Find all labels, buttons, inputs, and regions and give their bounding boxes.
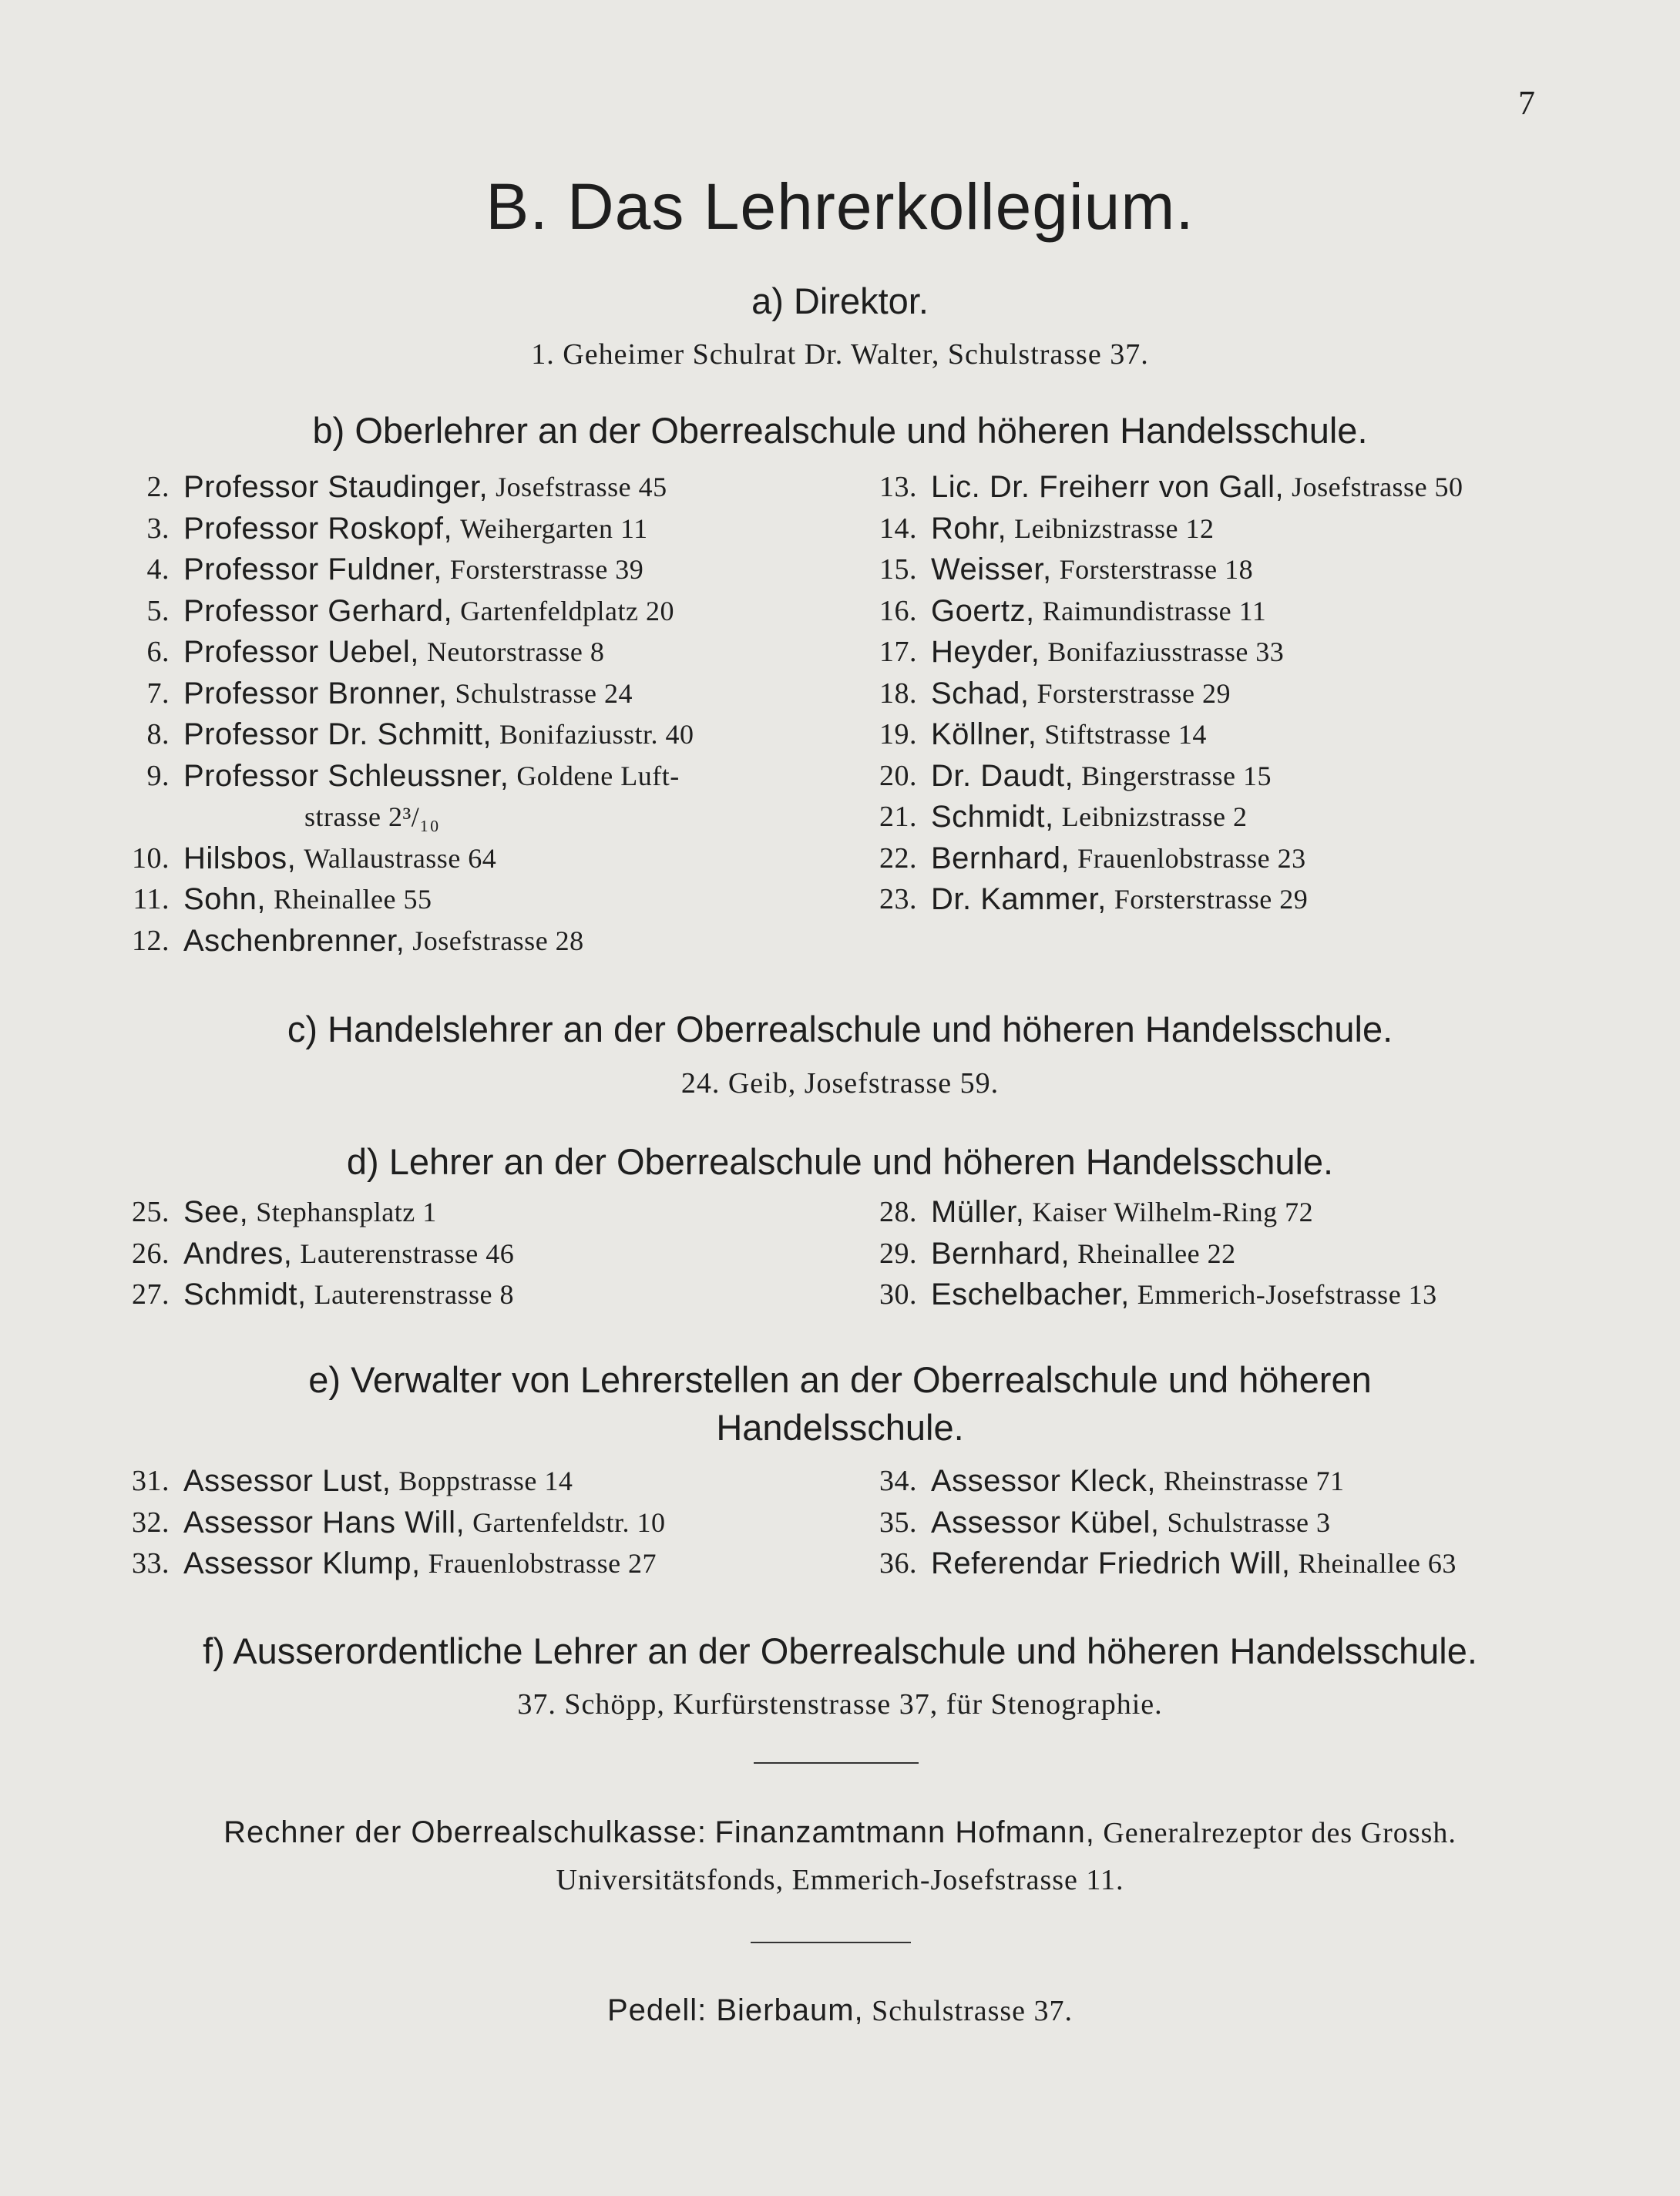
section-e-left-list (100, 1461, 666, 1585)
entry-address: Forsterstrasse 39 (449, 554, 644, 585)
section-e-right-list (848, 1461, 1457, 1585)
rechner-title: Generalrezeptor des Grossh. (1103, 1817, 1457, 1849)
entry-address: Emmerich-Josefstrasse 13 (1137, 1279, 1437, 1310)
entry-name: Köllner, (931, 717, 1037, 751)
entry-address: Kaiser Wilhelm-Ring 72 (1032, 1197, 1314, 1227)
entry-address: Raimundistrasse 11 (1042, 595, 1267, 626)
entry-number: 18. (879, 677, 917, 710)
list-item (848, 838, 1463, 880)
entry-address: Schulstrasse 3 (1167, 1506, 1331, 1538)
section-a-heading: a) Direktor. (751, 280, 929, 321)
section-e-heading-line1: e) Verwalter von Lehrerstellen an der Oberrealschule und höheren (308, 1359, 1372, 1400)
list-item (848, 509, 1463, 550)
entry-number: 3. (146, 512, 170, 545)
list-item (848, 756, 1463, 797)
pedell-label: Pedell: Bierbaum, (606, 1993, 864, 2027)
entry-name: Assessor Lust, (183, 1464, 391, 1498)
list-item (848, 1503, 1457, 1544)
entry-number: 21. (879, 801, 917, 833)
entry-number: 30. (879, 1278, 917, 1311)
list-item (100, 632, 694, 673)
entry-address: Goldene Luft- (516, 760, 680, 791)
section-a-line: 1. Geheimer Schulrat Dr. Walter, Schulstrasse 37. (531, 338, 1149, 371)
entry-number: 23. (879, 883, 917, 915)
entry-name: Dr. Daudt, (931, 758, 1074, 793)
entry-name: Professor Schleussner, (183, 758, 509, 793)
list-item (100, 1503, 666, 1544)
entry-address: Frauenlobstrasse 23 (1077, 842, 1306, 874)
entry-address: Josefstrasse 28 (412, 925, 584, 956)
entry-name: Assessor Kleck, (931, 1464, 1157, 1498)
list-item (848, 1461, 1457, 1503)
list-item (100, 591, 694, 633)
entry-name: Andres, (183, 1236, 293, 1271)
entry-name: Müller, (931, 1195, 1025, 1229)
entry-address: Leibnizstrasse 12 (1014, 512, 1215, 544)
list-item (100, 467, 694, 509)
entry-name: Bernhard, (931, 1236, 1070, 1271)
list-item-continuation (100, 797, 694, 838)
entry-name: See, (183, 1195, 249, 1229)
entry-address: Boppstrasse 14 (398, 1466, 573, 1496)
list-item (848, 1543, 1457, 1585)
entry-name: Bernhard, (931, 841, 1070, 875)
entry-name: Professor Gerhard, (183, 593, 453, 628)
page-title: B. Das Lehrerkollegium. (486, 170, 1194, 243)
rechner-line2: Universitätsfonds, Emmerich-Josefstrasse 11. (556, 1864, 1124, 1896)
rechner-line1 (0, 1808, 1680, 1857)
entry-number: 20. (879, 759, 917, 792)
entry-name: Assessor Kübel, (931, 1505, 1160, 1540)
entry-name: Professor Dr. Schmitt, (183, 717, 492, 751)
entry-number: 15. (879, 553, 917, 586)
list-item (100, 1461, 666, 1503)
entry-address: Stiftstrasse 14 (1044, 719, 1207, 750)
entry-address: Gartenfeldplatz 20 (460, 595, 675, 626)
entry-address: Forsterstrasse 18 (1059, 554, 1254, 585)
entry-address: Josefstrasse 50 (1292, 472, 1463, 502)
entry-number: 29. (879, 1237, 917, 1270)
entry-number: 33. (132, 1547, 170, 1580)
entry-address: Bonifaziusstrasse 33 (1047, 636, 1285, 667)
entry-name: Rohr, (931, 511, 1007, 546)
entry-address: Wallaustrasse 64 (304, 842, 497, 874)
entry-name: Weisser, (931, 552, 1052, 586)
entry-name: Professor Staudinger, (183, 470, 489, 504)
pedell-address: Schulstrasse 37. (872, 1995, 1074, 2027)
entry-name: Heyder, (931, 635, 1040, 669)
entry-name: Eschelbacher, (931, 1278, 1130, 1311)
section-b-left-list (100, 467, 694, 962)
entry-number: 4. (146, 553, 170, 586)
list-item (100, 921, 694, 962)
entry-number: 14. (879, 512, 917, 545)
entry-address: Stephansplatz 1 (256, 1197, 437, 1227)
section-b-right-list (848, 467, 1463, 921)
entry-number: 9. (146, 759, 170, 792)
list-item (848, 1274, 1437, 1316)
list-item (100, 879, 694, 921)
section-d-heading: d) Lehrer an der Oberrealschule und höheren Handelsschule. (346, 1141, 1334, 1182)
list-item (100, 1543, 666, 1585)
section-d-right-list (848, 1192, 1437, 1316)
section-d-left-list (100, 1192, 514, 1316)
section-f-line: 37. Schöpp, Kurfürstenstrasse 37, für Stenographie. (517, 1688, 1163, 1721)
list-item (100, 549, 694, 591)
entry-name: Referendar Friedrich Will, (931, 1546, 1291, 1580)
section-e-heading-line2: Handelsschule. (716, 1407, 964, 1448)
list-item (100, 509, 694, 550)
page-number: 7 (1518, 84, 1535, 122)
entry-number: 2. (146, 471, 170, 503)
entry-name: Assessor Klump, (183, 1546, 421, 1580)
entry-address: Lauterenstrasse 8 (314, 1279, 515, 1310)
entry-number: 13. (879, 471, 917, 503)
entry-name: Lic. Dr. Freiherr von Gall, (931, 470, 1285, 504)
entry-name: Professor Uebel, (183, 635, 419, 669)
entry-address: Rheinstrasse 71 (1164, 1466, 1345, 1496)
section-c-heading: c) Handelslehrer an der Oberrealschule und höheren Handelsschule. (287, 1009, 1393, 1049)
entry-number: 17. (879, 636, 917, 668)
entry-address: Schulstrasse 24 (455, 677, 633, 709)
entry-number: 10. (132, 841, 170, 875)
list-item (100, 714, 694, 756)
list-item (100, 756, 694, 797)
entry-name: Professor Roskopf, (183, 511, 453, 546)
entry-address: Gartenfeldstr. 10 (472, 1506, 666, 1538)
entry-address: Neutorstrasse 8 (426, 636, 605, 667)
entry-address: Rheinallee 55 (274, 884, 432, 915)
divider (751, 1942, 911, 1943)
section-b-heading: b) Oberlehrer an der Oberrealschule und höheren Handelsschule. (312, 410, 1368, 451)
list-item (848, 591, 1463, 633)
entry-number: 16. (879, 594, 917, 627)
entry-number: 6. (146, 636, 170, 668)
entry-number: 12. (132, 924, 170, 957)
entry-name: Schmidt, (931, 800, 1054, 834)
entry-name: Hilsbos, (183, 841, 297, 875)
entry-name: Assessor Hans Will, (183, 1505, 465, 1540)
entry-name: Schad, (931, 676, 1030, 710)
entry-address: Bingerstrasse 15 (1081, 760, 1272, 791)
list-item (100, 838, 694, 880)
list-item (848, 797, 1463, 838)
entry-number: 26. (132, 1237, 170, 1270)
entry-address: Rheinallee 22 (1077, 1237, 1236, 1269)
entry-name: Aschenbrenner, (183, 923, 405, 958)
entry-address: Frauenlobstrasse 27 (428, 1548, 657, 1579)
section-c-line: 24. Geib, Josefstrasse 59. (680, 1067, 1000, 1100)
entry-number: 19. (879, 718, 917, 750)
entry-number: 35. (879, 1506, 917, 1539)
entry-number: 32. (132, 1506, 170, 1539)
entry-address: Forsterstrasse 29 (1114, 884, 1309, 915)
list-item (848, 1192, 1437, 1234)
list-item (848, 714, 1463, 756)
entry-address: strasse 2³/₁₀ (304, 801, 440, 832)
list-item (100, 1274, 514, 1316)
list-item (100, 673, 694, 715)
list-item (848, 549, 1463, 591)
entry-number: 36. (879, 1547, 917, 1580)
list-item (848, 632, 1463, 673)
entry-name: Dr. Kammer, (931, 882, 1107, 916)
entry-name: Professor Bronner, (183, 676, 448, 710)
entry-number: 8. (146, 718, 170, 750)
entry-name: Professor Fuldner, (183, 552, 442, 586)
list-item (848, 673, 1463, 715)
list-item (848, 879, 1463, 921)
entry-address: Weihergarten 11 (460, 512, 648, 544)
entry-number: 28. (879, 1196, 917, 1228)
list-item (100, 1234, 514, 1275)
entry-address: Forsterstrasse 29 (1037, 677, 1231, 709)
list-item (848, 467, 1463, 509)
entry-number: 5. (146, 594, 170, 627)
entry-number: 7. (146, 677, 170, 710)
entry-address: Josefstrasse 45 (496, 472, 667, 502)
entry-address: Bonifaziusstr. 40 (499, 719, 694, 750)
entry-address: Rheinallee 63 (1298, 1548, 1457, 1579)
rechner-name: Finanzamtmann Hofmann, (714, 1815, 1095, 1849)
rechner-label: Rechner der Oberrealschulkasse: (223, 1815, 707, 1849)
entry-number: 31. (132, 1465, 170, 1497)
entry-name: Sohn, (183, 882, 267, 916)
list-item (100, 1192, 514, 1234)
entry-name: Goertz, (931, 593, 1035, 628)
entry-address: Leibnizstrasse 2 (1061, 801, 1248, 832)
entry-number: 22. (879, 841, 917, 875)
entry-number: 25. (132, 1196, 170, 1228)
list-item (848, 1234, 1437, 1275)
section-f-heading: f) Ausserordentliche Lehrer an der Oberrealschule und höheren Handelsschule. (203, 1630, 1477, 1671)
entry-number: 27. (132, 1278, 170, 1311)
divider (754, 1762, 919, 1764)
entry-number: 11. (133, 883, 170, 915)
entry-number: 34. (879, 1465, 917, 1497)
entry-name: Schmidt, (183, 1278, 307, 1311)
entry-address: Lauterenstrasse 46 (300, 1237, 515, 1269)
pedell-line (0, 1986, 1680, 2035)
